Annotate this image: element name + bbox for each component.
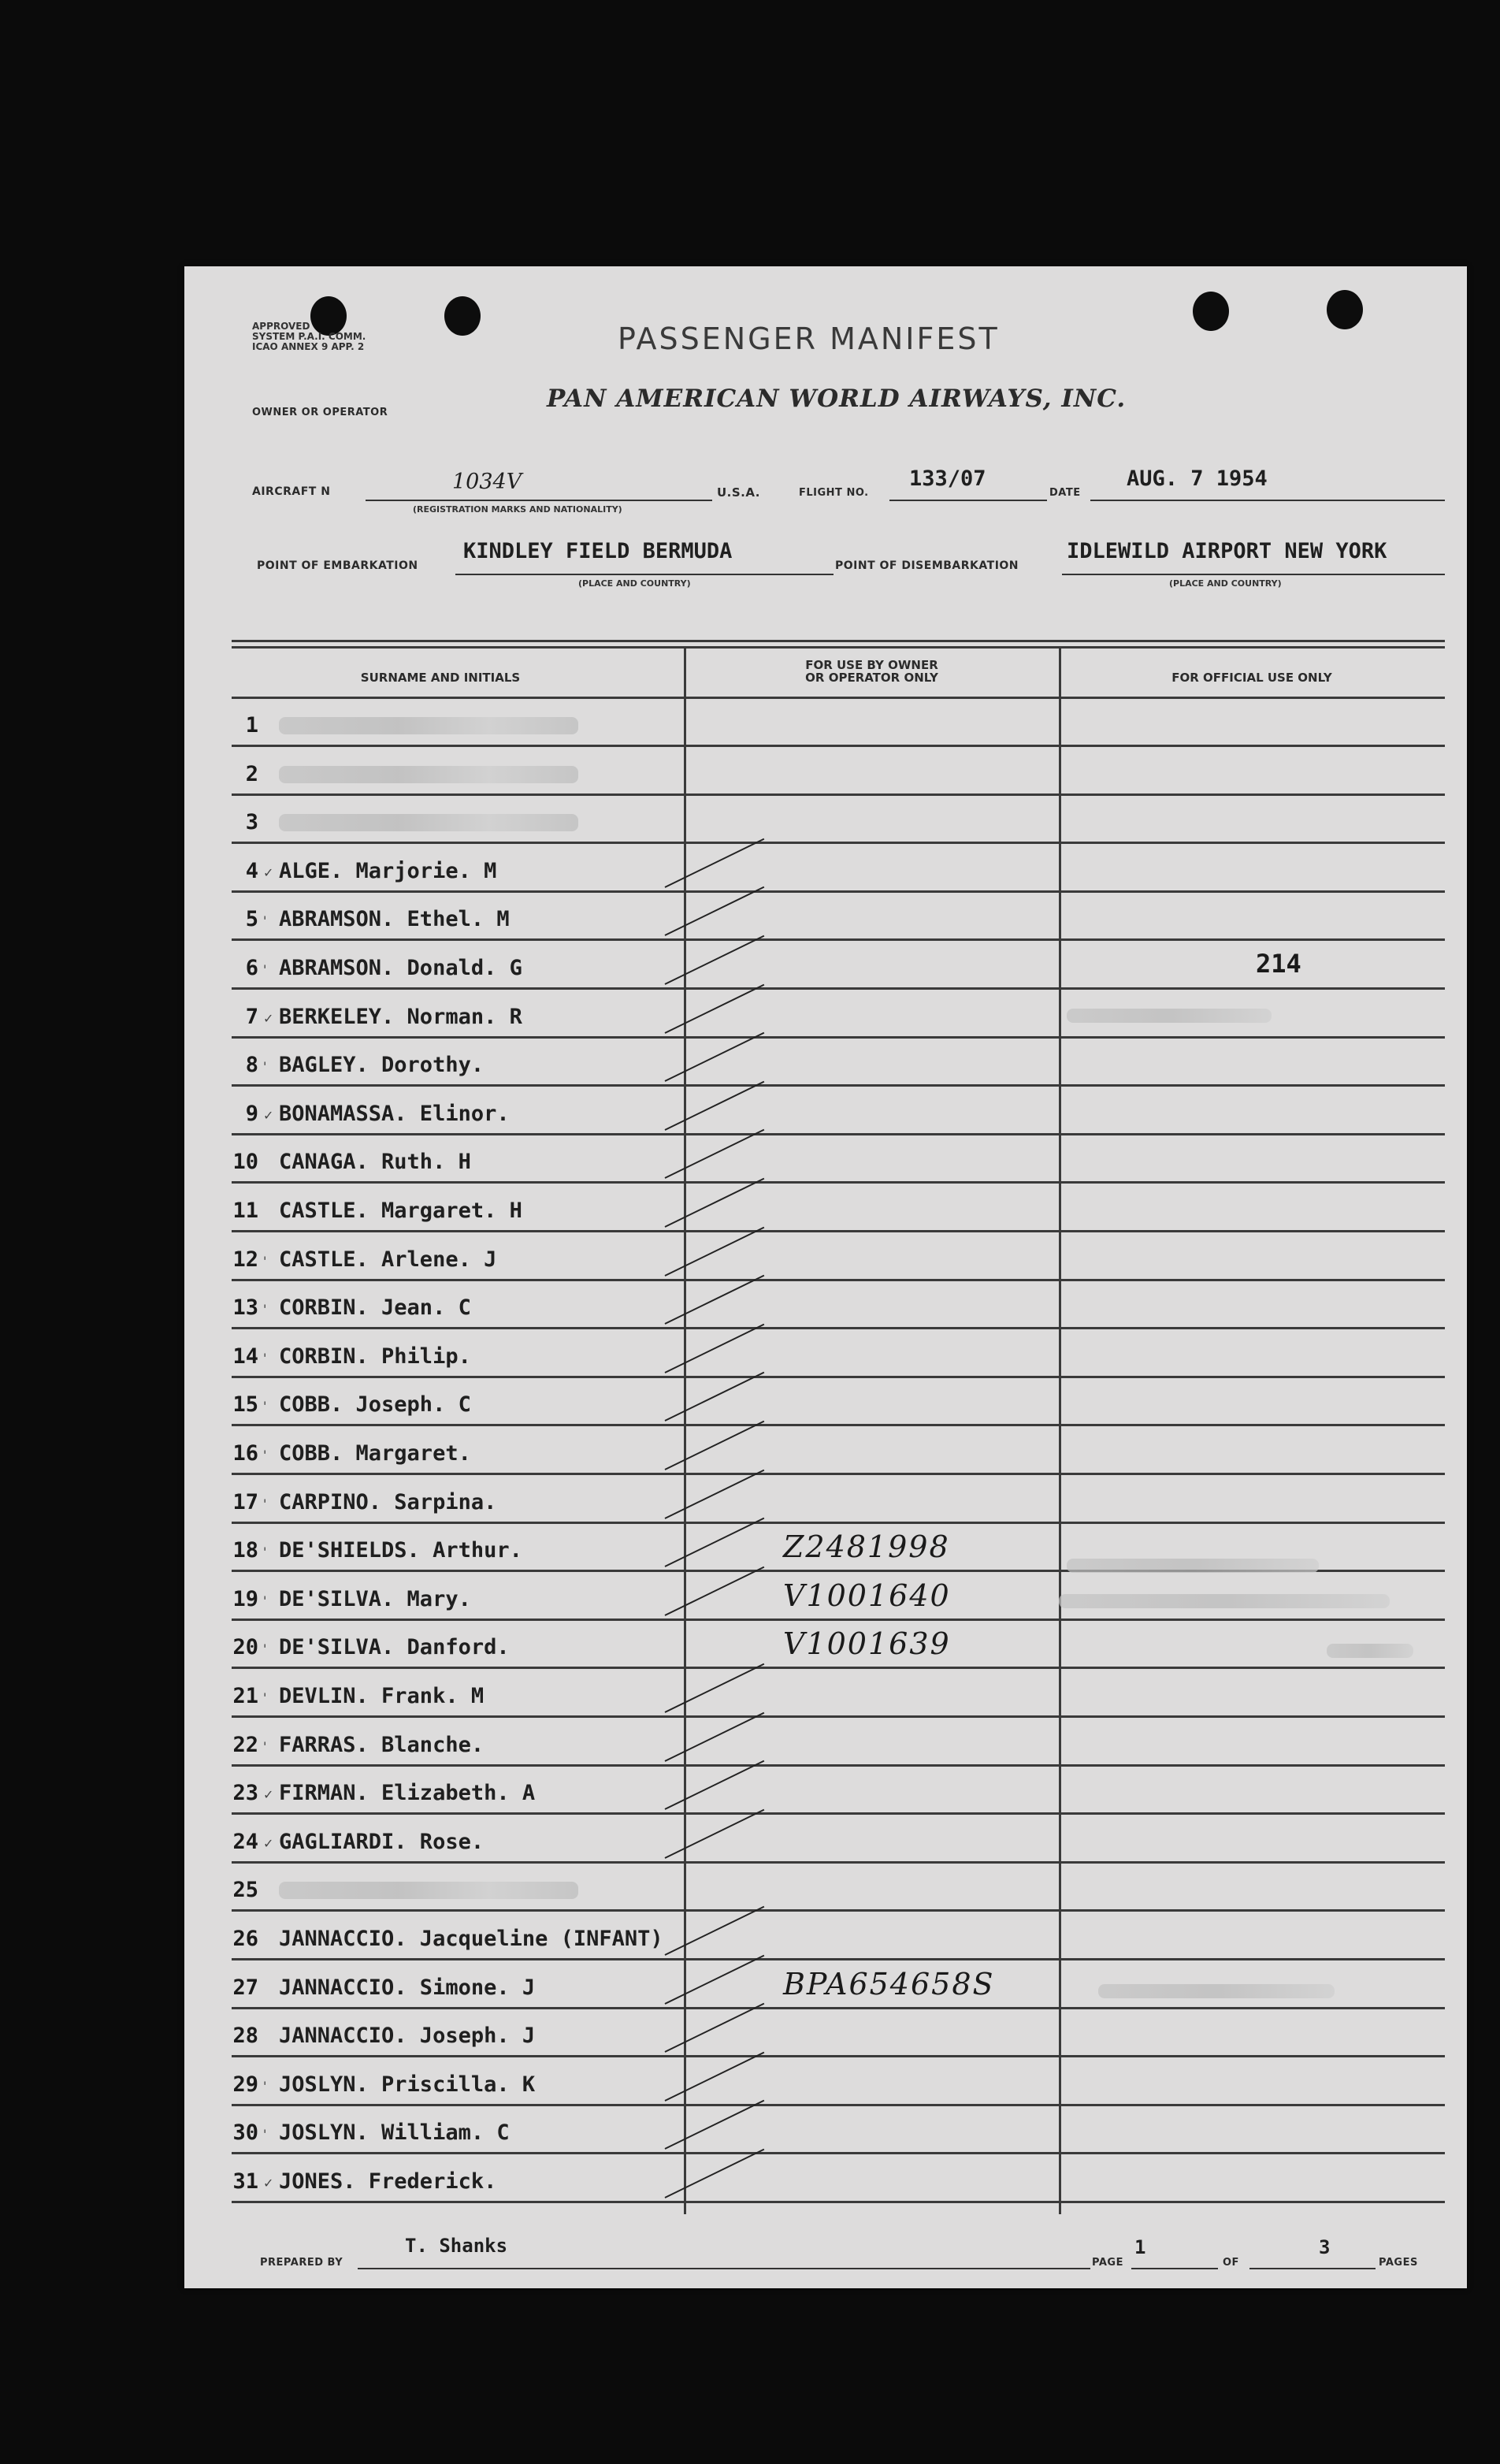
passenger-row xyxy=(232,1864,1445,1912)
aircraft-label: AIRCRAFT N xyxy=(252,485,331,498)
row-number: 7 xyxy=(245,1004,258,1029)
pen-slash xyxy=(665,1324,765,1373)
passenger-name: ALGE. Marjorie. M xyxy=(279,858,497,883)
check-mark: ✓ xyxy=(263,2176,274,2191)
pen-slash xyxy=(665,1906,765,1956)
passenger-row xyxy=(232,942,1445,990)
passenger-name: BONAMASSA. Elinor. xyxy=(279,1101,510,1126)
check-mark: ' xyxy=(263,2127,267,2143)
passenger-row xyxy=(232,796,1445,844)
pen-slash xyxy=(665,1421,765,1470)
passenger-name: JOSLYN. William. C xyxy=(279,2120,510,2146)
passenger-name: CORBIN. Jean. C xyxy=(279,1295,471,1321)
flight-value: 133/07 xyxy=(909,466,986,491)
page-title: PASSENGER MANIFEST xyxy=(618,321,1000,356)
passenger-row xyxy=(232,1621,1445,1669)
row-number: 17 xyxy=(232,1489,258,1514)
pen-slash xyxy=(665,1032,765,1082)
passenger-row xyxy=(232,748,1445,796)
aircraft-underline xyxy=(366,500,712,501)
passenger-name: CORBIN. Philip. xyxy=(279,1343,471,1369)
row-rule xyxy=(232,1958,1445,1960)
row-number: 1 xyxy=(245,713,258,738)
passenger-row xyxy=(232,1427,1445,1475)
row-number: 22 xyxy=(232,1732,258,1757)
row-rule xyxy=(232,1619,1445,1621)
passenger-row xyxy=(232,1233,1445,1281)
disembark-label: POINT OF DISEMBARKATION xyxy=(835,559,1019,572)
passenger-row xyxy=(232,1670,1445,1718)
redacted-name xyxy=(279,814,578,831)
passenger-row xyxy=(232,1281,1445,1329)
check-mark: ' xyxy=(263,1544,267,1560)
row-number: 20 xyxy=(232,1635,258,1660)
pen-slash xyxy=(665,2052,765,2102)
pen-slash xyxy=(665,2100,765,2150)
check-mark: ' xyxy=(263,1641,267,1657)
check-mark: ✓ xyxy=(263,1107,274,1123)
usa-label: U.S.A. xyxy=(717,485,760,500)
check-mark: ✓ xyxy=(263,1010,274,1026)
pen-slash xyxy=(665,1372,765,1422)
approval-block xyxy=(252,321,366,352)
passenger-row xyxy=(232,1184,1445,1232)
embark-value: KINDLEY FIELD BERMUDA xyxy=(463,539,733,563)
passenger-row xyxy=(232,1087,1445,1135)
row-rule xyxy=(232,1181,1445,1184)
passenger-name: CARPINO. Sarpina. xyxy=(279,1489,497,1514)
passenger-name: CASTLE. Arlene. J xyxy=(279,1247,497,1272)
stamp-smudge xyxy=(1067,1559,1319,1573)
row-rule xyxy=(232,2152,1445,2154)
check-mark: ' xyxy=(263,1350,267,1366)
pen-slash xyxy=(665,1809,765,1859)
passenger-row xyxy=(232,699,1445,747)
check-mark: ' xyxy=(263,1059,267,1075)
row-number: 6 xyxy=(245,956,258,980)
pen-slash xyxy=(665,1226,765,1276)
approval-line: APPROVED xyxy=(252,321,310,332)
of-label: OF xyxy=(1223,2257,1239,2269)
passenger-row xyxy=(232,1330,1445,1378)
passenger-name: JONES. Frederick. xyxy=(279,2169,497,2194)
embark-caption: (PLACE AND COUNTRY) xyxy=(578,578,691,589)
pen-slash xyxy=(665,1518,765,1567)
passport-number: BPA654658S xyxy=(783,1966,995,2001)
punch-hole xyxy=(1327,290,1363,329)
row-rule xyxy=(232,1084,1445,1087)
passenger-name: JOSLYN. Priscilla. K xyxy=(279,2072,536,2097)
of-underline xyxy=(1249,2268,1376,2269)
passenger-name: CASTLE. Margaret. H xyxy=(279,1199,522,1223)
page-underline xyxy=(1131,2268,1218,2269)
row-number: 8 xyxy=(245,1053,258,1078)
stamp-smudge xyxy=(1098,1984,1335,1998)
row-rule xyxy=(232,745,1445,747)
embark-underline xyxy=(455,574,834,575)
row-number: 29 xyxy=(232,2072,258,2097)
col-official-header: FOR OFFICIAL USE ONLY xyxy=(1171,671,1332,685)
passenger-row xyxy=(232,2106,1445,2154)
table-top-rule xyxy=(232,640,1445,642)
row-rule xyxy=(232,2201,1445,2203)
date-label: DATE xyxy=(1049,487,1081,499)
row-number: 4 xyxy=(245,858,258,883)
passenger-row xyxy=(232,1719,1445,1767)
stamp-smudge xyxy=(1327,1644,1413,1658)
row-number: 15 xyxy=(232,1392,258,1418)
passenger-row xyxy=(232,1135,1445,1184)
passenger-name: COBB. Margaret. xyxy=(279,1441,471,1466)
registration-caption: (REGISTRATION MARKS AND NATIONALITY) xyxy=(413,504,622,515)
check-mark: ✓ xyxy=(263,1835,274,1851)
row-rule xyxy=(232,2104,1445,2106)
disembark-underline xyxy=(1062,574,1445,575)
table-top-rule xyxy=(232,646,1445,649)
passenger-row xyxy=(232,2155,1445,2203)
check-mark: ' xyxy=(263,1253,267,1269)
manifest-sheet xyxy=(184,266,1467,2288)
check-mark: ' xyxy=(263,1448,267,1462)
col-owner-header: FOR USE BY OWNER OR OPERATOR ONLY xyxy=(805,658,938,685)
row-number: 30 xyxy=(232,2120,258,2146)
passenger-row xyxy=(232,2009,1445,2057)
pen-slash xyxy=(665,1081,765,1131)
check-mark: ' xyxy=(263,2078,267,2094)
row-number: 27 xyxy=(232,1975,258,2000)
passenger-name: DE'SILVA. Mary. xyxy=(279,1586,471,1611)
row-rule xyxy=(232,2007,1445,2009)
row-rule xyxy=(232,1861,1445,1864)
row-rule xyxy=(232,1133,1445,1135)
pen-slash xyxy=(665,2003,765,2053)
row-rule xyxy=(232,1812,1445,1815)
row-rule xyxy=(232,842,1445,844)
punch-hole xyxy=(444,296,481,336)
passenger-name: DEVLIN. Frank. M xyxy=(279,1684,485,1708)
row-number: 21 xyxy=(232,1684,258,1708)
punch-hole xyxy=(1193,292,1229,331)
company-name: PAN AMERICAN WORLD AIRWAYS, INC. xyxy=(547,385,1127,413)
row-number: 16 xyxy=(232,1441,258,1466)
passport-number: V1001640 xyxy=(783,1578,951,1613)
row-rule xyxy=(232,1715,1445,1718)
row-number: 19 xyxy=(232,1586,258,1611)
passenger-name: DE'SILVA. Danford. xyxy=(279,1635,510,1660)
check-mark: ✓ xyxy=(263,1787,274,1803)
passenger-row xyxy=(232,1912,1445,1960)
passenger-name: ABRAMSON. Ethel. M xyxy=(279,907,510,932)
row-number: 31 xyxy=(232,2169,258,2194)
passenger-name: COBB. Joseph. C xyxy=(279,1392,471,1418)
owner-label: OWNER OR OPERATOR xyxy=(252,407,388,418)
prepared-underline xyxy=(358,2268,1090,2269)
redacted-name xyxy=(279,766,578,783)
official-code: 214 xyxy=(1256,949,1301,979)
date-value: AUG. 7 1954 xyxy=(1127,466,1268,491)
pen-slash xyxy=(665,1566,765,1616)
row-rule xyxy=(232,1230,1445,1232)
passport-number: V1001639 xyxy=(783,1626,951,1662)
redacted-name xyxy=(279,1882,578,1899)
prepared-value: T. Shanks xyxy=(405,2235,508,2257)
passenger-name: BAGLEY. Dorothy. xyxy=(279,1053,485,1078)
row-rule xyxy=(232,1376,1445,1378)
check-mark: ' xyxy=(263,1592,267,1608)
pages-label: PAGES xyxy=(1379,2257,1418,2269)
check-mark: ' xyxy=(263,1690,267,1705)
passenger-row xyxy=(232,845,1445,893)
aircraft-value: 1034V xyxy=(452,470,522,494)
passenger-row xyxy=(232,2058,1445,2106)
passenger-row xyxy=(232,1815,1445,1864)
disembark-caption: (PLACE AND COUNTRY) xyxy=(1169,578,1282,589)
stamp-smudge xyxy=(1059,1594,1390,1608)
pen-slash xyxy=(665,838,765,888)
flight-label: FLIGHT NO. xyxy=(799,487,869,499)
passenger-name: BERKELEY. Norman. R xyxy=(279,1004,522,1029)
disembark-value: IDLEWILD AIRPORT NEW YORK xyxy=(1067,539,1387,563)
row-number: 2 xyxy=(245,761,258,786)
row-rule xyxy=(232,1667,1445,1669)
passenger-name: FARRAS. Blanche. xyxy=(279,1732,485,1757)
row-number: 26 xyxy=(232,1927,258,1951)
row-rule xyxy=(232,1327,1445,1329)
pen-slash xyxy=(665,1663,765,1713)
row-rule xyxy=(232,1424,1445,1426)
row-rule xyxy=(232,938,1445,941)
passenger-row xyxy=(232,1476,1445,1524)
passenger-name: CANAGA. Ruth. H xyxy=(279,1150,471,1175)
row-number: 9 xyxy=(245,1101,258,1126)
row-rule xyxy=(232,1909,1445,1912)
row-number: 10 xyxy=(232,1150,258,1175)
row-number: 3 xyxy=(245,810,258,835)
passenger-name: JANNACCIO. Jacqueline (INFANT) xyxy=(279,1927,663,1951)
row-number: 28 xyxy=(232,2024,258,2049)
check-mark: ' xyxy=(263,1399,267,1414)
row-rule xyxy=(232,890,1445,893)
page-label: PAGE xyxy=(1092,2257,1123,2269)
passenger-name: JANNACCIO. Joseph. J xyxy=(279,2024,536,2049)
pen-slash xyxy=(665,1711,765,1761)
redacted-name xyxy=(279,717,578,734)
prepared-label: PREPARED BY xyxy=(260,2257,343,2269)
check-mark: ' xyxy=(263,1496,267,1511)
row-number: 13 xyxy=(232,1295,258,1321)
flight-underline xyxy=(889,500,1047,501)
check-mark: ' xyxy=(263,1738,267,1754)
passenger-name: GAGLIARDI. Rose. xyxy=(279,1829,485,1854)
embark-label: POINT OF EMBARKATION xyxy=(257,559,418,572)
date-underline xyxy=(1090,500,1445,501)
of-value: 3 xyxy=(1319,2236,1331,2258)
row-number: 14 xyxy=(232,1343,258,1369)
pen-slash xyxy=(665,1469,765,1518)
passenger-name: JANNACCIO. Simone. J xyxy=(279,1975,536,2000)
row-number: 25 xyxy=(232,1878,258,1903)
approval-line: SYSTEM P.A.I. COMM. xyxy=(252,331,366,342)
pen-slash xyxy=(665,935,765,985)
check-mark: ' xyxy=(263,1302,267,1317)
passenger-row xyxy=(232,1039,1445,1087)
passenger-row xyxy=(232,1378,1445,1426)
row-rule xyxy=(232,2055,1445,2057)
row-rule xyxy=(232,987,1445,990)
passenger-name: FIRMAN. Elizabeth. A xyxy=(279,1781,536,1806)
page-value: 1 xyxy=(1134,2236,1146,2258)
pen-slash xyxy=(665,1178,765,1228)
row-rule xyxy=(232,1036,1445,1039)
pen-slash xyxy=(665,1129,765,1179)
row-rule xyxy=(232,793,1445,796)
stamp-smudge xyxy=(1067,1009,1272,1023)
row-rule xyxy=(232,1279,1445,1281)
row-number: 24 xyxy=(232,1829,258,1854)
check-mark: ✓ xyxy=(263,864,274,880)
row-number: 18 xyxy=(232,1538,258,1563)
pen-slash xyxy=(665,1760,765,1810)
passenger-name: DE'SHIELDS. Arthur. xyxy=(279,1538,522,1563)
check-mark: ' xyxy=(263,913,267,929)
pen-slash xyxy=(665,886,765,936)
row-number: 11 xyxy=(232,1199,258,1223)
pen-slash xyxy=(665,1275,765,1325)
col-surname-header: SURNAME AND INITIALS xyxy=(360,671,521,685)
pen-slash xyxy=(665,2149,765,2198)
row-rule xyxy=(232,1522,1445,1524)
row-number: 12 xyxy=(232,1247,258,1272)
check-mark: ' xyxy=(263,962,267,977)
passenger-row xyxy=(232,1767,1445,1815)
row-number: 5 xyxy=(245,907,258,932)
row-rule xyxy=(232,1764,1445,1767)
pen-slash xyxy=(665,983,765,1033)
approval-line: ICAO ANNEX 9 APP. 2 xyxy=(252,341,365,352)
passenger-row xyxy=(232,893,1445,941)
row-rule xyxy=(232,1473,1445,1475)
passenger-name: ABRAMSON. Donald. G xyxy=(279,956,522,980)
row-number: 23 xyxy=(232,1781,258,1806)
pen-slash xyxy=(665,1954,765,2004)
passport-number: Z2481998 xyxy=(783,1529,950,1565)
